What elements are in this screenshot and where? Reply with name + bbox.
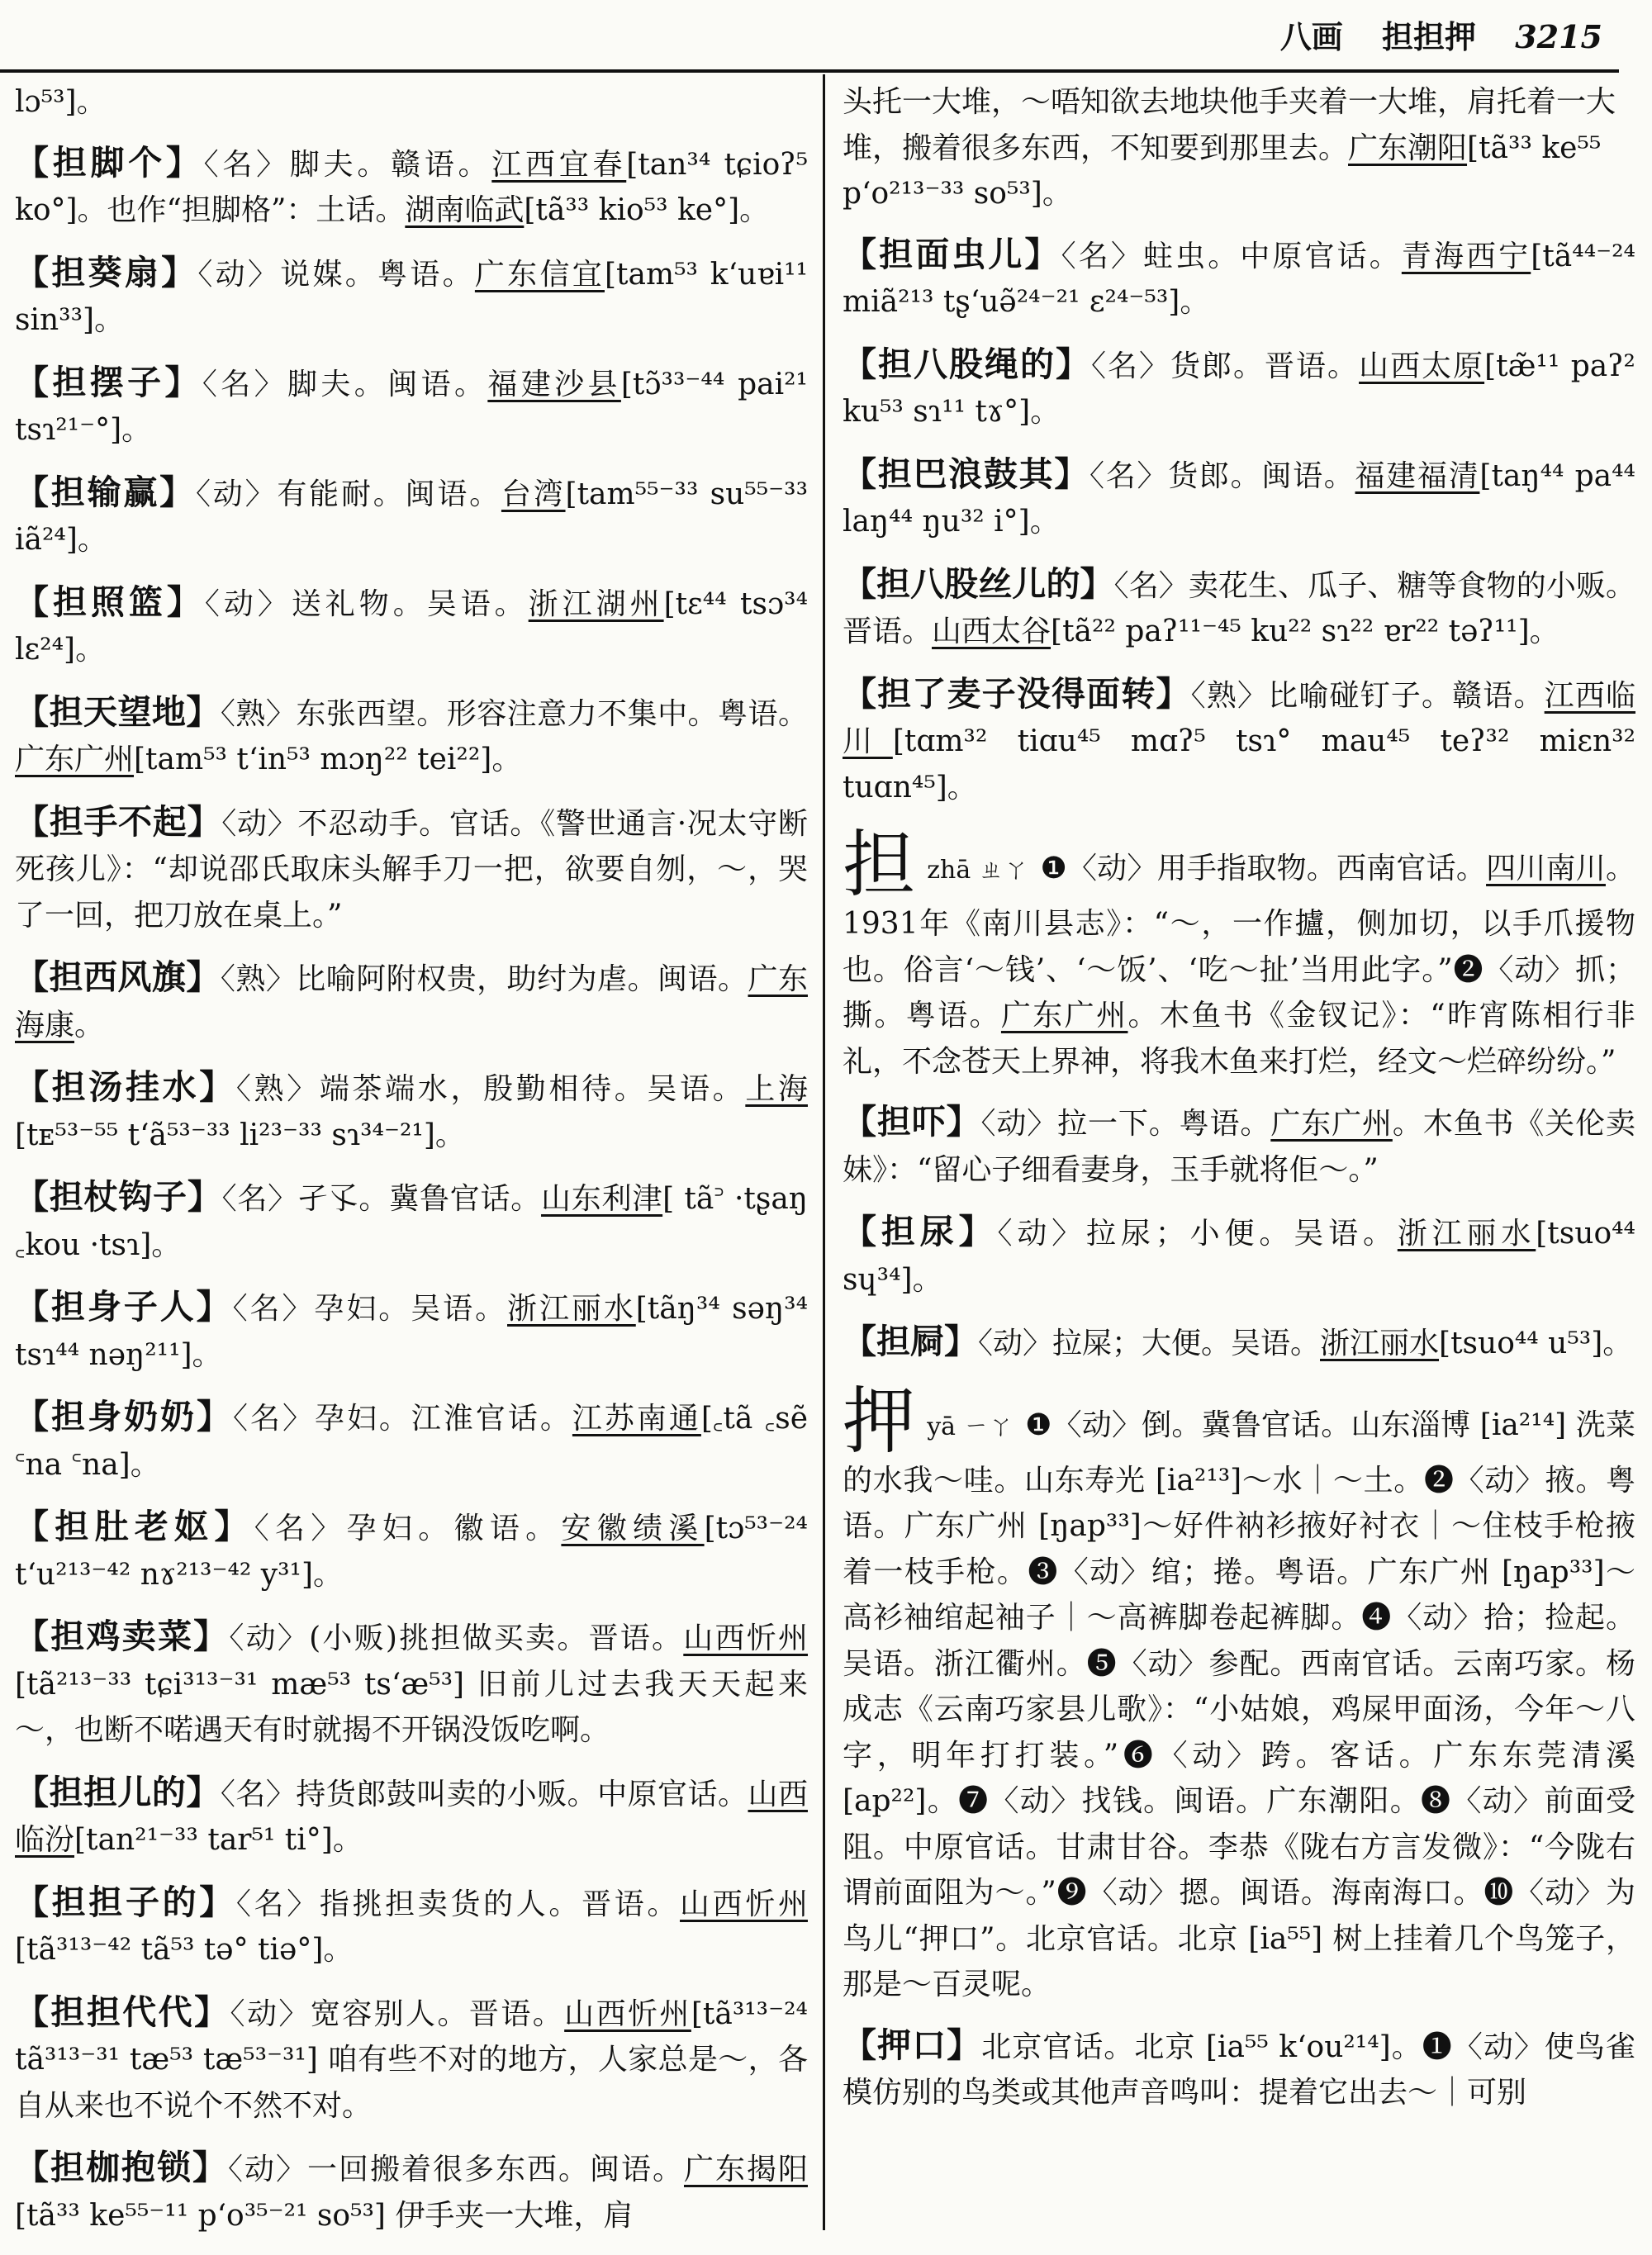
entry-pronunciation: [tam⁵⁵⁻³³ su⁵⁵⁻³³ iã²⁴]。 [15,477,808,557]
entry-place: 山西临汾 [15,1777,808,1857]
dictionary-entry [15,470,808,563]
entry-headword: 【担身子人】 [15,1287,233,1327]
entry-definition: 〈动〉不忍动手。官话。《警世通言·况太守断死孩儿》：“却说邵氏取床头解手刀一把，欲要自刎，～，哭了一回，把刀放在桌上。” [15,806,808,933]
entry-pronunciation: [tam⁵³ kʻuɐi¹¹ sin³³]。 [15,257,808,337]
entry-headword: 【担葵扇】 [15,252,198,292]
head-character: 押 [843,1378,916,1464]
dictionary-entry [15,250,808,344]
entry-pronunciation: [tan³⁴ tɕioʔ⁵ ko°]。也作“担脚格”：土话。 [15,147,808,227]
dictionary-entry [15,1614,808,1754]
dictionary-entry [15,2145,808,2238]
sense-text: 。木鱼书《金钗记》：“昨宵陈相行非礼，不念苍天上界神，将我木鱼来打烂，经文～烂碎纷纷。” [843,999,1635,1079]
entry-place: 福建福清 [1355,458,1480,493]
entry-place: 山西忻州 [680,1887,808,1921]
entry-pronunciation: [tã³³ ke⁵⁵⁻¹¹ pʻo³⁵⁻²¹ so⁵³] 伊手夹一大堆，肩 [15,2198,634,2233]
entry-place: 台湾 [501,477,566,511]
dictionary-entry [843,672,1635,811]
head-character: 担 [843,822,916,907]
dictionary-entry [15,1880,808,1973]
entry-pronunciation: [tã³¹³⁻⁴² tã⁵³ tə° tiə°]。 [15,1933,354,1967]
entry-definition: 〈名〉货郎。闽语。 [1089,458,1355,493]
dictionary-entry [15,1065,808,1158]
entry-headword: 【担面虫儿】 [843,234,1061,274]
entry-definition: 〈名〉脚夫。赣语。 [203,147,492,182]
entry-place: 广东广州 [1270,1107,1393,1141]
entry-headword: 【担巴浪鼓其】 [843,453,1090,494]
entry-definition: 〈动〉拉屎；大便。吴语。 [978,1327,1321,1360]
entry-place: 四川南川 [1486,852,1606,885]
entry-headword: 【担天望地】 [15,691,221,732]
entry-place: 江西临川 [843,678,1635,758]
entry-definition: 〈动〉拉尿；小便。吴语。 [997,1217,1398,1251]
character-entry-zha [843,822,1635,1085]
dictionary-entry [15,955,808,1048]
entry-pronunciation: [tã³¹³⁻²⁴ tã³¹³⁻³¹ tæ⁵³ tæ⁵³⁻³¹] 咱有些不对的地方，人家总是～，各自从来也不说个不然不对。 [15,1996,808,2123]
entry-place: 山西太原 [1359,349,1485,383]
head-character-pronunciation: zhā ㄓㄚ [927,856,1029,885]
head-character-pronunciation: yā ㄧㄚ [927,1412,1014,1441]
entry-headword: 【担屙】 [843,1322,978,1361]
sense-text: 。1931年《南川县志》：“～，一作攎，侧加切，以手爪援物也。俗言‘～钱’、‘～饭’、‘吃～扯’当用此字。”❷〈动〉抓；撕。粤语。 [843,852,1635,1033]
entry-headword: 【担脚个】 [15,142,204,183]
entry-headword: 【担担子的】 [15,1882,236,1922]
entry-definition: 〈动〉有能耐。闽语。 [195,477,501,511]
entry-pronunciation: [tã³³ ke⁵⁵ pʻo²¹³⁻³³ so⁵³]。 [843,131,1602,211]
continuation-text [843,79,1635,217]
entry-headword: 【担身奶奶】 [15,1397,233,1436]
entry-definition: 〈名〉孕妇。吴语。 [232,1292,508,1326]
entry-pronunciation: [tsuo⁴⁴ u⁵³]。 [1439,1327,1633,1360]
dictionary-entry [15,140,808,234]
entry-place: 浙江丽水 [1320,1327,1440,1360]
entry-headword: 【担枷抱锁】 [15,2148,228,2187]
entry-pronunciation: [tãŋ³⁴ səŋ³⁴ tsɿ⁴⁴ nəŋ²¹¹]。 [15,1292,808,1372]
entry-definition: 〈动〉宽容别人。晋语。 [230,1996,565,2031]
entry-place: 安徽绩溪 [561,1512,705,1545]
sense-text: ❶〈动〉倒。冀鲁官话。山东淄博 [ia²¹⁴] 洗菜的水我～哇。山东寿光 [ia²¹³]～水｜～土。❷〈动〉掖。粤语。广东广州 [ŋap³³]～好件衲衫掖好衬衣｜～住枝手枪掖着一枝手枪。❸〈动〉绾；捲。粤语。广东广州 [ŋap³³]～高衫袖绾起袖子｜～高裤脚卷起裤脚。❹〈动〉拾；捡起。吴语。浙江衢州。❺〈动〉参配。西南官话。云南巧家。杨成志《云南巧家县儿歌》：“小姑娘，鸡屎甲面汤，今年～八字，明年打打装。”❻〈动〉跨。客话。广东东莞清溪 [ap²²]。❼〈动〉找钱。闽语。广东潮阳。❽〈动〉前面受阻。中原官话。甘肃甘谷。李恭《陇右方言发微》：“今陇右谓前面阻为～。”❾〈动〉摁。闽语。海南海口。❿〈动〉为鸟儿“押口”。北京官话。北京 [ia⁵⁵] 树上挂着几个鸟笼子，那是～百灵呢。 [843,1408,1635,2001]
entry-pronunciation: [tam⁵³ tʻin⁵³ mɔŋ²² tei²²]。 [134,743,522,776]
entry-place: 浙江丽水 [507,1292,636,1326]
entry-place-2: 湖南临武 [405,193,525,227]
dictionary-entry [843,452,1635,545]
page-number: 3215 [1515,18,1602,55]
entry-place: 广东广州 [15,743,135,776]
entry-pronunciation: [tã²² paʔ¹¹⁻⁴⁵ ku²² sɿ²² ɐr²² təʔ¹¹]。 [1051,615,1559,648]
entry-headword: 【担肚老妪】 [15,1507,254,1546]
dictionary-entry [15,1284,808,1378]
page-header [0,0,1652,73]
entry-definition: 〈动〉送礼物。吴语。 [204,586,529,621]
entry-place: 山西忻州 [564,1996,691,2031]
dictionary-entry [843,2023,1635,2116]
entry-pronunciation: [tɔ̃³³⁻⁴⁴ pai²¹ tsɿ²¹⁻°]。 [15,367,808,447]
entry-definition: 〈熟〉端茶端水，殷勤相待。吴语。 [235,1072,746,1106]
entry-headword: 【担杖钩子】 [15,1177,222,1217]
entry-place: 山西忻州 [683,1621,809,1655]
entry-pronunciation: [tã²¹³⁻³³ tɕi³¹³⁻³¹ mæ⁵³ tsʻæ⁵³] 旧前儿过去我天天起来～，也断不喏遇天有时就揭不开锅没饭吃啊。 [15,1667,808,1747]
entry-definition: 〈动〉说媒。粤语。 [197,257,475,292]
entry-place: 上海 [745,1072,808,1106]
continuation-text: lɔ⁵³]。 [15,85,107,119]
entry-headword: 【担八股丝儿的】 [843,563,1114,604]
entry-headword: 【押口】 [843,2025,982,2065]
entry-pronunciation: [ tã꜄ ·tʂaŋ ꜀kou ·tsɿ]。 [15,1182,808,1262]
entry-definition: 〈熟〉比喻碰钉子。赣语。 [1190,678,1545,713]
entry-pronunciation: [tæ̃¹¹ paʔ² ku⁵³ sɿ¹¹ tɤ°]。 [843,349,1635,429]
entry-pronunciation: [tɑm³² tiɑu⁴⁵ mɑʔ⁵ tsɿ° mau⁴⁵ teʔ³² miɛn³² tuɑn⁴⁵]。 [843,724,1635,805]
entry-place: 山西太谷 [932,615,1051,648]
dictionary-entry [15,580,808,673]
left-column [15,79,808,2255]
entry-place: 广东潮阳 [1348,131,1468,165]
entry-headword: 【担西风旗】 [15,957,221,997]
entry-place: 浙江湖州 [528,586,664,621]
entry-pronunciation: 。木鱼书《关伦卖妹》：“留心子细看妻身，玉手就将佢～。” [843,1107,1635,1187]
entry-headword: 【担摆子】 [15,362,202,402]
entry-headword: 【担担儿的】 [15,1772,221,1812]
entry-headword: 【担汤挂水】 [15,1067,236,1107]
character-entry-ya [843,1378,1635,2008]
header-chars: 担担押 [1381,18,1476,55]
entry-place: 江西宜春 [491,147,627,182]
entry-headword: 【担吓】 [843,1102,981,1142]
entry-pronunciation: [tɔ⁵³⁻²⁴ tʻu²¹³⁻⁴² nɤ²¹³⁻⁴² y³¹]。 [15,1512,808,1592]
running-head [1252,12,1602,57]
entry-place: 福建沙县 [487,367,621,401]
dictionary-entry [15,1394,808,1488]
entry-headword: 【担了麦子没得面转】 [843,673,1191,714]
entry-place: 山东利津 [541,1182,663,1216]
entry-headword: 【担照篮】 [15,582,205,622]
entry-headword: 【担八股绳的】 [843,344,1092,384]
entry-headword: 【担担代代】 [15,1992,230,2032]
column-divider [823,74,825,2230]
dictionary-entry [843,1319,1635,1367]
right-column [843,79,1635,2133]
entry-place: 浙江丽水 [1397,1217,1536,1251]
dictionary-entry [15,360,808,453]
entry-definition: 〈名〉孕妇。江淮官话。 [232,1402,572,1436]
header-rule [0,69,1619,73]
entry-definition: 〈名〉指挑担卖货的人。晋语。 [235,1887,681,1921]
entry-place: 广东揭阳 [683,2153,808,2186]
entry-pronunciation: [tan²¹⁻³³ tar⁵¹ ti°]。 [74,1823,363,1857]
entry-headword: 【担手不起】 [15,801,222,842]
entry-pronunciation: [꜀tã ꜀sẽ ꜂na ꜂na]。 [15,1402,808,1482]
sense-text: ❶〈动〉用手指取物。西南官话。 [1040,852,1487,885]
entry-headword: 【担尿】 [843,1212,998,1251]
entry-place: 江苏南通 [572,1402,701,1436]
dictionary-entry [843,562,1635,655]
entry-headword: 【担鸡卖菜】 [15,1616,230,1656]
dictionary-entry [15,800,808,939]
entry-pronunciation: [tsuo⁴⁴ sɥ³⁴]。 [843,1217,1635,1297]
dictionary-entry [15,1770,808,1863]
dictionary-entry [15,690,808,783]
entry-definition: 〈熟〉比喻阿附权贵，助纣为虐。闽语。 [220,962,748,996]
dictionary-entry [843,342,1635,435]
entry-place: 青海西宁 [1401,239,1531,273]
entry-definition: 〈动〉拉一下。粤语。 [980,1107,1271,1141]
entry-pronunciation: [tã⁴⁴⁻²⁴ miã²¹³ tʂʻuə̃²⁴⁻²¹ ɛ²⁴⁻⁵³]。 [843,239,1635,319]
section-label: 八画 [1279,18,1343,55]
entry-definition: 〈名〉孑孓。冀鲁官话。 [221,1182,542,1216]
entry-pronunciation: [tᴇ⁵³⁻⁵⁵ tʻã⁵³⁻³³ li²³⁻³³ sɿ³⁴⁻²¹]。 [15,1118,465,1152]
entry-definition: 〈名〉脚夫。闽语。 [202,367,488,401]
dictionary-entry [15,1990,808,2129]
dictionary-entry [15,1175,808,1268]
dictionary-entry [843,1209,1635,1303]
entry-definition: 〈名〉蛀虫。中原官话。 [1061,239,1402,273]
entry-definition: 〈动〉(小贩)挑担做买卖。晋语。 [229,1621,684,1655]
entry-definition: 〈动〉一回搬着很多东西。闽语。 [228,2153,684,2186]
entry-definition: 〈名〉孕妇。徽语。 [254,1512,562,1545]
entry-headword: 【担输赢】 [15,472,196,512]
continuation-body: 头托一大堆，～唔知欲去地块他手夹着一大堆，肩托着一大堆，搬着很多东西，不知要到那里去。 [843,85,1616,165]
entry-pronunciation: [taŋ⁴⁴ pa⁴⁴ laŋ⁴⁴ ŋu³² i°]。 [843,458,1635,539]
entry-place: 广东广州 [1000,999,1128,1033]
entry-definition: 〈熟〉东张西望。形容注意力不集中。粤语。 [220,696,808,731]
dictionary-entry [843,1099,1635,1193]
entry-pronunciation-2: [tã³³ kio⁵³ ke°]。 [524,193,770,227]
entry-definition: 北京官话。北京 [ia⁵⁵ kʻou²¹⁴]。❶〈动〉使鸟雀模仿别的鸟类或其他声音鸣叫：提着它出去～｜可别 [843,2029,1636,2110]
entry-definition: 〈名〉卖花生、瓜子、糖等食物的小贩。晋语。 [843,568,1635,648]
entry-definition: 〈名〉持货郎鼓叫卖的小贩。中原官话。 [220,1777,748,1811]
entry-definition: 〈名〉货郎。晋语。 [1091,349,1360,383]
dictionary-entry [15,1504,808,1597]
entry-place: 广东海康 [15,962,808,1042]
dictionary-entry [843,232,1635,325]
entry-pronunciation: 。 [74,1008,105,1042]
entry-place: 广东信宜 [474,257,605,292]
entry-pronunciation: [tɛ⁴⁴ tsɔ³⁴ lɛ²⁴]。 [15,586,809,667]
